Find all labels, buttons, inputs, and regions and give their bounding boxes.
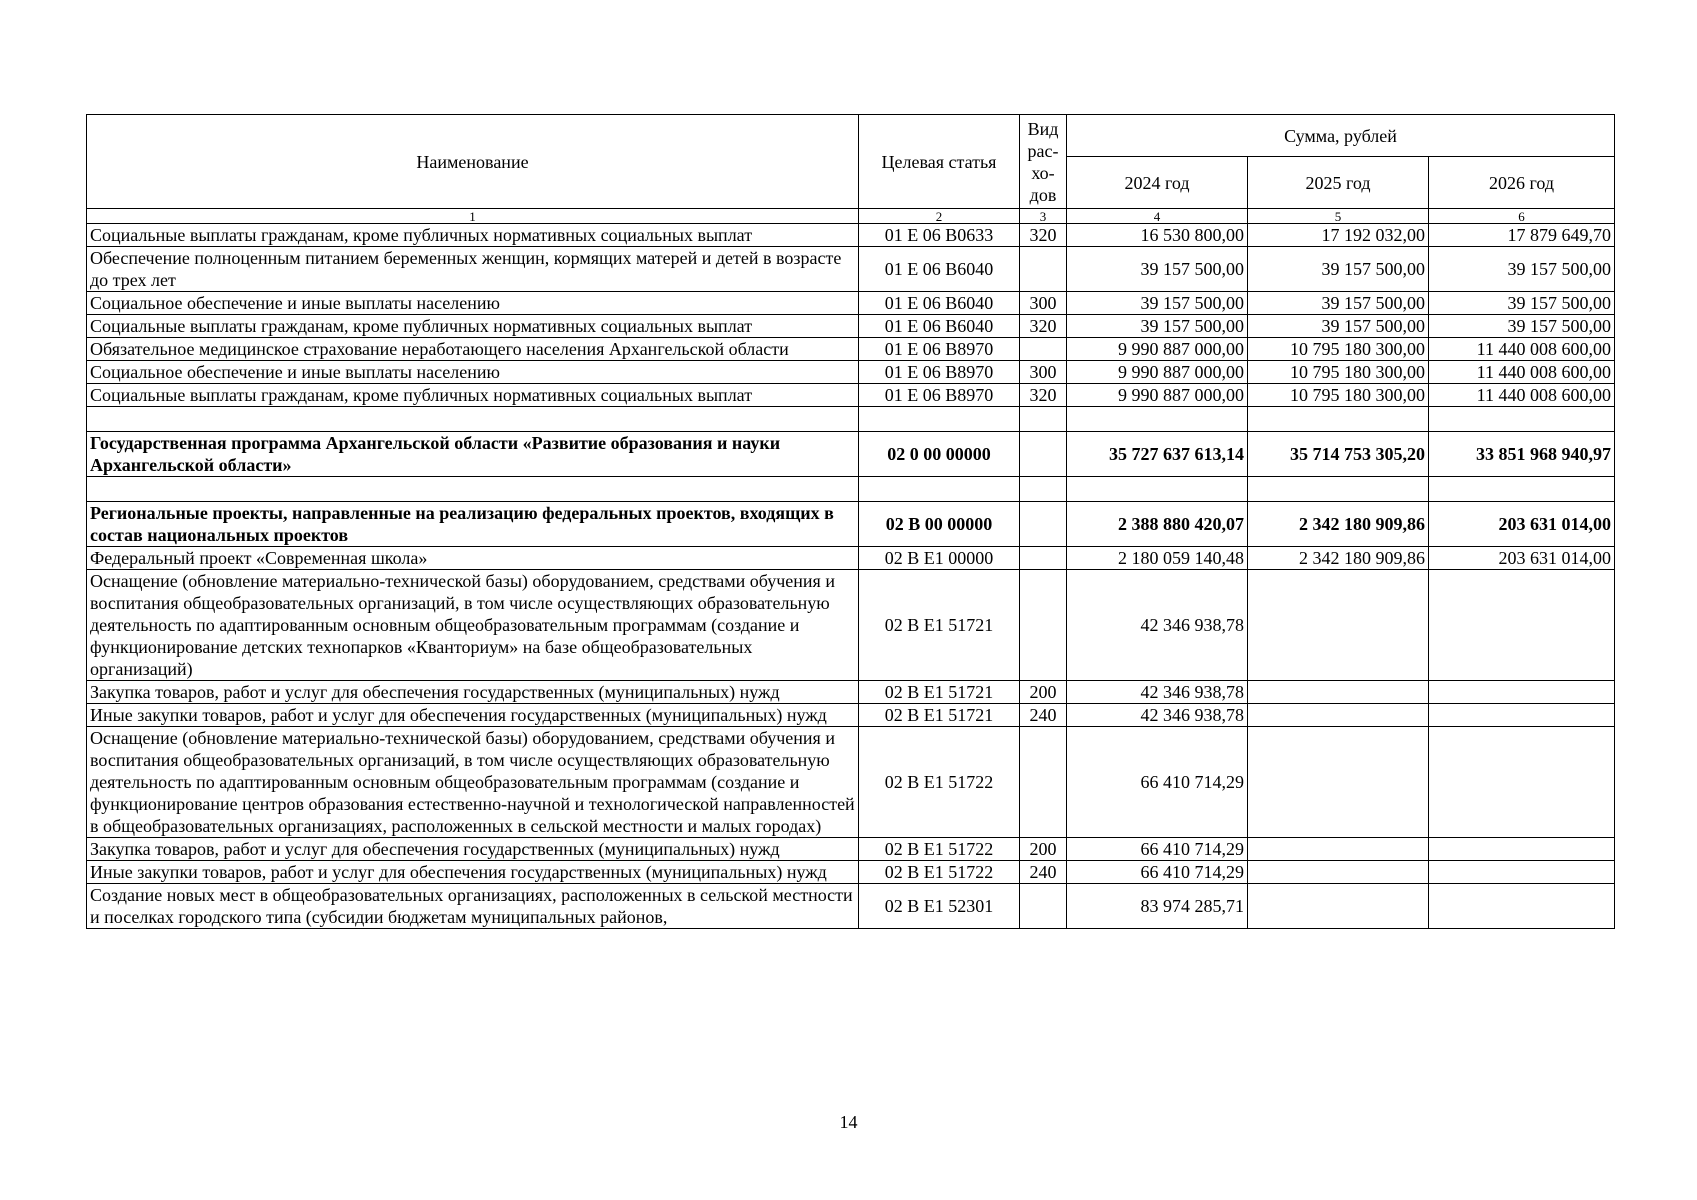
row-amount-2025: 39 157 500,00 <box>1248 292 1429 315</box>
row-amount-2024: 9 990 887 000,00 <box>1067 361 1248 384</box>
table-row <box>87 570 1615 681</box>
row-name: Иные закупки товаров, работ и услуг для обеспечения государственных (муниципальных) нужд <box>87 704 859 727</box>
row-amount-2026: 39 157 500,00 <box>1429 247 1615 292</box>
row-expense-type: 240 <box>1020 861 1067 884</box>
row-name: Региональные проекты, направленные на реализацию федеральных проектов, входящих в состав национальных проектов <box>87 502 859 547</box>
row-target-article: 01 Е 06 В6040 <box>859 292 1020 315</box>
row-name: Социальное обеспечение и иные выплаты населению <box>87 292 859 315</box>
row-amount-2024: 2 180 059 140,48 <box>1067 547 1248 570</box>
row-amount-2025: 39 157 500,00 <box>1248 315 1429 338</box>
row-target-article: 02 В Е1 51721 <box>859 570 1020 681</box>
row-amount-2025: 35 714 753 305,20 <box>1248 432 1429 477</box>
page-number: 14 <box>839 1112 858 1132</box>
row-amount-2025 <box>1248 407 1429 432</box>
row-expense-type <box>1020 432 1067 477</box>
row-expense-type <box>1020 547 1067 570</box>
row-amount-2025: 2 342 180 909,86 <box>1248 547 1429 570</box>
row-name: Оснащение (обновление материально-технической базы) оборудованием, средствами обучения и воспитания общеобразовательных организаций, в том числе осуществляющих образовательную деятельность по адаптированным основным общеобразовательным программам (создание и функционирование детских технопарков «Кванториум» на базе общеобразовательных организаций) <box>87 570 859 681</box>
table-row <box>87 838 1615 861</box>
row-amount-2025 <box>1248 838 1429 861</box>
row-expense-type <box>1020 502 1067 547</box>
row-amount-2026: 203 631 014,00 <box>1429 502 1615 547</box>
row-name: Обязательное медицинское страхование неработающего населения Архангельской области <box>87 338 859 361</box>
table-row-blank <box>87 407 1615 432</box>
table-row <box>87 681 1615 704</box>
row-expense-type <box>1020 338 1067 361</box>
table-row <box>87 247 1615 292</box>
row-amount-2024 <box>1067 477 1248 502</box>
table-row-program <box>87 432 1615 477</box>
row-expense-type: 300 <box>1020 361 1067 384</box>
row-amount-2024: 66 410 714,29 <box>1067 838 1248 861</box>
row-amount-2026: 17 879 649,70 <box>1429 224 1615 247</box>
row-target-article: 02 В 00 00000 <box>859 502 1020 547</box>
row-expense-type <box>1020 884 1067 929</box>
table-row <box>87 704 1615 727</box>
row-expense-type: 200 <box>1020 681 1067 704</box>
row-target-article: 01 Е 06 В8970 <box>859 361 1020 384</box>
row-expense-type: 240 <box>1020 704 1067 727</box>
header-expense-type: Вид рас-хо-дов <box>1020 115 1067 209</box>
row-amount-2025: 39 157 500,00 <box>1248 247 1429 292</box>
row-name: Обеспечение полноценным питанием беременных женщин, кормящих матерей и детей в возрасте до трех лет <box>87 247 859 292</box>
row-amount-2024: 66 410 714,29 <box>1067 727 1248 838</box>
row-amount-2026: 39 157 500,00 <box>1429 292 1615 315</box>
row-amount-2024: 16 530 800,00 <box>1067 224 1248 247</box>
row-name: Закупка товаров, работ и услуг для обеспечения государственных (муниципальных) нужд <box>87 681 859 704</box>
header-year-2026: 2026 год <box>1429 157 1615 209</box>
column-number: 3 <box>1020 209 1067 224</box>
row-amount-2025: 17 192 032,00 <box>1248 224 1429 247</box>
row-amount-2025 <box>1248 727 1429 838</box>
row-amount-2025 <box>1248 884 1429 929</box>
header-year-2024: 2024 год <box>1067 157 1248 209</box>
row-name: Социальное обеспечение и иные выплаты населению <box>87 361 859 384</box>
header-target-article: Целевая статья <box>859 115 1020 209</box>
table-row <box>87 361 1615 384</box>
row-amount-2026 <box>1429 477 1615 502</box>
row-target-article: 02 В Е1 51721 <box>859 704 1020 727</box>
column-number-row <box>87 209 1615 224</box>
row-target-article: 02 0 00 00000 <box>859 432 1020 477</box>
row-name: Государственная программа Архангельской области «Развитие образования и науки Архангельской области» <box>87 432 859 477</box>
row-amount-2026 <box>1429 884 1615 929</box>
row-amount-2024: 9 990 887 000,00 <box>1067 384 1248 407</box>
row-expense-type: 300 <box>1020 292 1067 315</box>
row-target-article: 02 В Е1 00000 <box>859 547 1020 570</box>
header-row-top <box>87 115 1615 157</box>
row-amount-2025 <box>1248 681 1429 704</box>
row-target-article: 01 Е 06 В6040 <box>859 315 1020 338</box>
table-row-blank <box>87 477 1615 502</box>
row-target-article: 01 Е 06 В0633 <box>859 224 1020 247</box>
row-expense-type <box>1020 247 1067 292</box>
row-amount-2024: 42 346 938,78 <box>1067 681 1248 704</box>
row-amount-2026 <box>1429 704 1615 727</box>
row-name: Социальные выплаты гражданам, кроме публичных нормативных социальных выплат <box>87 315 859 338</box>
table-row-regional-projects <box>87 502 1615 547</box>
row-amount-2024: 42 346 938,78 <box>1067 704 1248 727</box>
row-name <box>87 477 859 502</box>
row-expense-type: 200 <box>1020 838 1067 861</box>
row-amount-2026 <box>1429 407 1615 432</box>
column-number: 1 <box>87 209 859 224</box>
row-amount-2024: 83 974 285,71 <box>1067 884 1248 929</box>
row-amount-2024: 39 157 500,00 <box>1067 247 1248 292</box>
row-amount-2025: 2 342 180 909,86 <box>1248 502 1429 547</box>
row-expense-type <box>1020 727 1067 838</box>
row-target-article: 02 В Е1 51721 <box>859 681 1020 704</box>
header-sum: Сумма, рублей <box>1067 115 1615 157</box>
row-expense-type: 320 <box>1020 224 1067 247</box>
table-row <box>87 384 1615 407</box>
row-amount-2026 <box>1429 570 1615 681</box>
row-expense-type: 320 <box>1020 315 1067 338</box>
budget-table <box>86 114 1615 929</box>
row-expense-type <box>1020 570 1067 681</box>
row-amount-2025: 10 795 180 300,00 <box>1248 384 1429 407</box>
row-name: Закупка товаров, работ и услуг для обеспечения государственных (муниципальных) нужд <box>87 838 859 861</box>
row-amount-2024: 2 388 880 420,07 <box>1067 502 1248 547</box>
row-name: Оснащение (обновление материально-технической базы) оборудованием, средствами обучения и воспитания общеобразовательных организаций, в том числе осуществляющих образовательную деятельность по адаптированным основным общеобразовательным программам (создание и функционирование центров образования естественно-научной и технологической направленностей в общеобразовательных организациях, расположенных в сельской местности и малых городах) <box>87 727 859 838</box>
row-amount-2026: 33 851 968 940,97 <box>1429 432 1615 477</box>
row-amount-2024: 9 990 887 000,00 <box>1067 338 1248 361</box>
row-name: Федеральный проект «Современная школа» <box>87 547 859 570</box>
table-row <box>87 547 1615 570</box>
row-amount-2025 <box>1248 570 1429 681</box>
row-target-article: 02 В Е1 52301 <box>859 884 1020 929</box>
row-amount-2025 <box>1248 704 1429 727</box>
row-amount-2026 <box>1429 861 1615 884</box>
row-amount-2025: 10 795 180 300,00 <box>1248 361 1429 384</box>
row-amount-2025: 10 795 180 300,00 <box>1248 338 1429 361</box>
row-amount-2026: 203 631 014,00 <box>1429 547 1615 570</box>
row-amount-2024: 35 727 637 613,14 <box>1067 432 1248 477</box>
column-number: 2 <box>859 209 1020 224</box>
table-row <box>87 884 1615 929</box>
table-row <box>87 224 1615 247</box>
row-target-article: 02 В Е1 51722 <box>859 838 1020 861</box>
table-row <box>87 315 1615 338</box>
table-row <box>87 338 1615 361</box>
row-amount-2025 <box>1248 861 1429 884</box>
row-amount-2024 <box>1067 407 1248 432</box>
row-name: Социальные выплаты гражданам, кроме публичных нормативных социальных выплат <box>87 384 859 407</box>
row-target-article: 02 В Е1 51722 <box>859 861 1020 884</box>
row-amount-2026 <box>1429 838 1615 861</box>
row-target-article: 01 Е 06 В8970 <box>859 338 1020 361</box>
table-row <box>87 292 1615 315</box>
row-amount-2026: 11 440 008 600,00 <box>1429 361 1615 384</box>
row-expense-type <box>1020 407 1067 432</box>
row-name <box>87 407 859 432</box>
row-name: Создание новых мест в общеобразовательных организациях, расположенных в сельской местности и поселках городского типа (субсидии бюджетам муниципальных районов, <box>87 884 859 929</box>
row-amount-2026: 39 157 500,00 <box>1429 315 1615 338</box>
row-target-article <box>859 407 1020 432</box>
row-amount-2024: 39 157 500,00 <box>1067 315 1248 338</box>
row-target-article <box>859 477 1020 502</box>
row-amount-2026: 11 440 008 600,00 <box>1429 338 1615 361</box>
header-name: Наименование <box>87 115 859 209</box>
table-row <box>87 861 1615 884</box>
row-amount-2025 <box>1248 477 1429 502</box>
row-name: Иные закупки товаров, работ и услуг для обеспечения государственных (муниципальных) нужд <box>87 861 859 884</box>
row-target-article: 01 Е 06 В6040 <box>859 247 1020 292</box>
header-year-2025: 2025 год <box>1248 157 1429 209</box>
table-row <box>87 727 1615 838</box>
row-amount-2026 <box>1429 681 1615 704</box>
row-amount-2026 <box>1429 727 1615 838</box>
row-amount-2024: 66 410 714,29 <box>1067 861 1248 884</box>
row-expense-type <box>1020 477 1067 502</box>
row-expense-type: 320 <box>1020 384 1067 407</box>
row-amount-2024: 39 157 500,00 <box>1067 292 1248 315</box>
row-target-article: 02 В Е1 51722 <box>859 727 1020 838</box>
column-number: 5 <box>1248 209 1429 224</box>
row-amount-2026: 11 440 008 600,00 <box>1429 384 1615 407</box>
row-target-article: 01 Е 06 В8970 <box>859 384 1020 407</box>
column-number: 6 <box>1429 209 1615 224</box>
row-name: Социальные выплаты гражданам, кроме публичных нормативных социальных выплат <box>87 224 859 247</box>
row-amount-2024: 42 346 938,78 <box>1067 570 1248 681</box>
column-number: 4 <box>1067 209 1248 224</box>
